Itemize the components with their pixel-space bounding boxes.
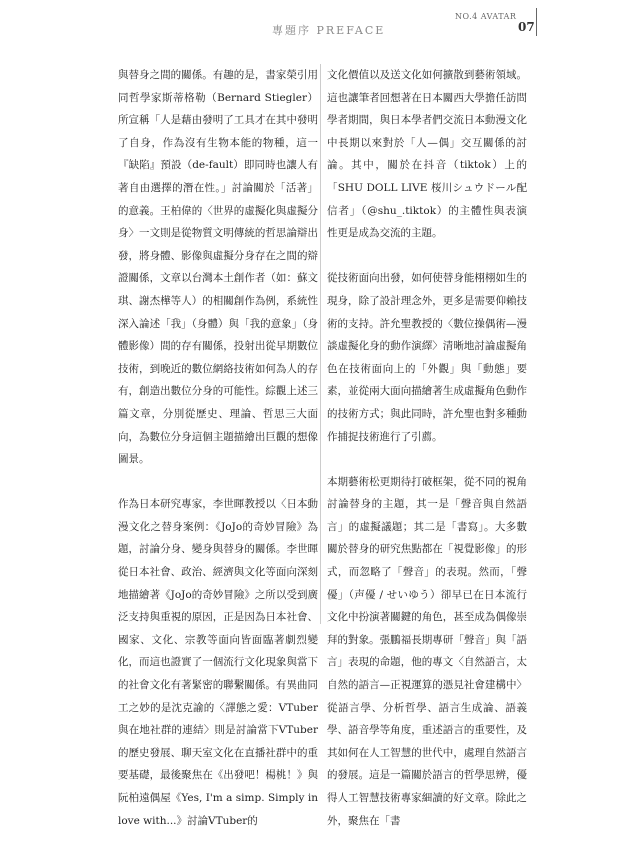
paragraph: 與替身之間的關係。有趣的是，書家榮引用同哲學家斯蒂格勒（Bernard Stiegler）所宣稱「人是藉由發明了工具才在其中發明了自身，作為沒有生物本能的物種，這一『缺陷』預設（de-fault）即同時也讓人有著自由選擇的潛在性。」討論關於「活著」的意義。王柏偉的〈世界的虛擬化與虛擬分身〉一文則是從物質文明傳統的哲思論辯出發，將身體、影像與虛擬分身存在之間的辯證關係，文章以台灣本土創作者（如：蘇文琪、謝杰樺等人）的相關創作為例，系統性深入論述「我」（身體）與「我的意象」（身體影像）間的存有關係，投射出從早期數位技術，到晚近的數位網絡技術如何為人的存有，創造出數位分身的可能性。綜觀上述三篇文章，分別從歷史、理論、哲思三大面向，為數位分身這個主題描繪出巨觀的想像圖景。 [118,69,318,466]
right-column [327,64,527,855]
left-column [118,64,318,855]
page-header [0,0,640,50]
section-title: 專題序 PREFACE [272,24,386,37]
paragraph: 從技術面向出發，如何使替身能栩栩如生的現身，除了設計理念外，更多是需要仰賴技術的支持。許允聖教授的〈數位操偶術—漫談虛擬化身的動作演繹〉清晰地討論虛擬角色在技術面向上的「外觀」與「動態」要素，並從兩大面向描繪著生成虛擬角色動作的技術方式；與此同時，許允聖也對多種動作捕捉技術進行了引薦。 [327,272,527,443]
issue-label: NO.4 AVATAR [455,12,517,21]
page-number: 07 [518,20,535,34]
paragraph: 文化價值以及送文化如何擴散到藝術領域。這也讓筆者回想著在日本關西大學擔任訪問學者期間，與日本學者們交流日本動漫文化中長期以來對於「人—偶」交互關係的討論。其中，關於在抖音（tiktok）上的「SHU DOLL LIVE 桜川シュウドール配信者」（@shu_.tiktok）的主體性與表演性更是成為交流的主題。 [327,69,527,240]
paragraph: 本期藝術松更期待打破框架，從不同的視角討論替身的主題，其一是「聲音與自然語言」的虛擬議題；其二是「書寫」。大多數關於替身的研究焦點都在「視覺影像」的形式，而忽略了「聲音」的表現。然而，「聲優」（声優 / せいゆう）卻早已在日本流行文化中扮演著關鍵的角色，甚至成為偶像崇拜的對象。張鵬福長期專研「聲音」與「語言」表現的命題，他的專文〈自然語言，太自然的語言—正視運算的憑見社會建構中〉從語言學、分析哲學、語言生成論、語義學、語音學等角度，重述語言的重要性，及其如何在人工智慧的世代中，處理自然語言的發展。這是一篇關於語言的哲學思辨，優得人工智慧技術專家細讀的好文章。除此之外，聚焦在「書 [327,475,527,827]
column-divider [320,64,321,624]
header-rule [536,8,537,36]
paragraph: 作為日本研究專家，李世暉教授以〈日本動漫文化之替身案例：《JoJo的奇妙冒險》為題，討論分身、變身與替身的關係。李世暉從日本社會、政治、經濟與文化等面向深刻地描繪著《JoJo的奇妙冒險》之所以受到廣泛支持與重視的原因，正是因為日本社會、國家、文化、宗教等面向皆面臨著劇烈變化，而這也證實了一個流行文化現象與當下的社會文化有著緊密的聯繫關係。有異曲同工之妙的是沈克諭的〈譯態之愛：VTuber與在地社群的連結〉則是討論當下VTuber的歷史發展、聊天室文化在直播社群中的重要基礎，最後聚焦在《出發吧！楊桃！》與阮柏遠偶屋《Yes, I'm a simp. Simply in love with...》討論VTuber的 [118,498,318,827]
